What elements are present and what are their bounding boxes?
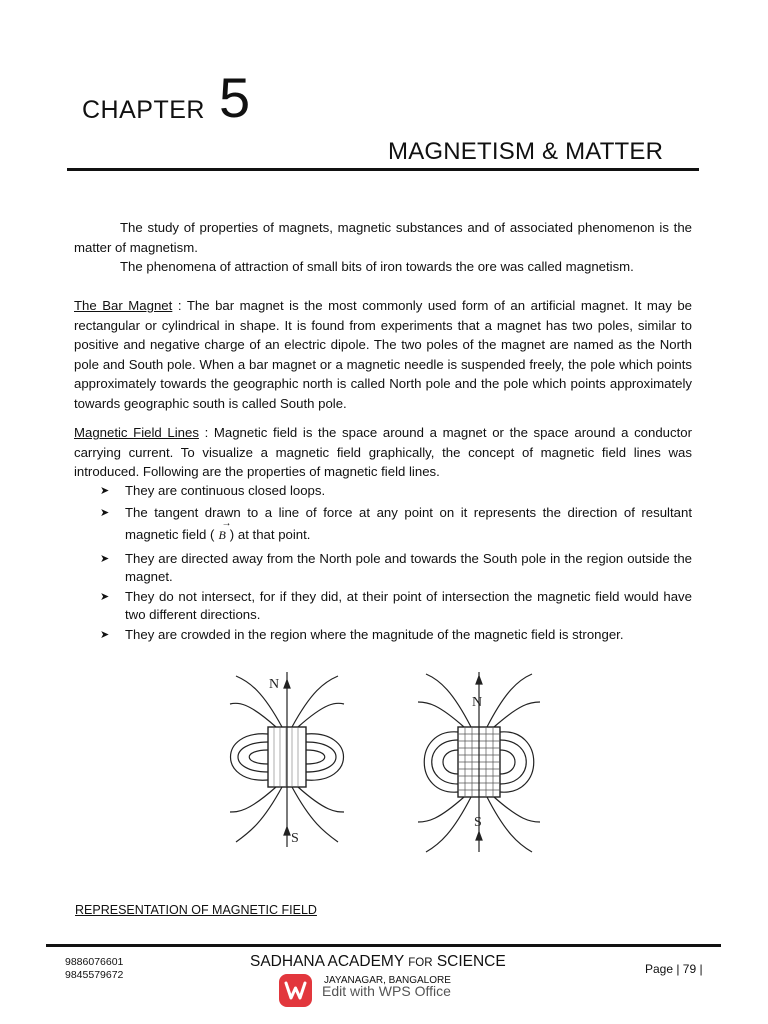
field-lines-properties-list [100, 482, 692, 645]
phone-number-2: 9845579672 [65, 969, 124, 981]
academy-science: SCIENCE [436, 953, 506, 970]
list-item-text: The tangent drawn to a line of force at any point on it represents the direction of resultant magnetic field [125, 504, 692, 542]
list-item: ➤ They are crowded in the region where the magnitude of the magnetic field is stronger. [100, 626, 692, 645]
field-lines-text: Magnetic field is the space around a magnet or the space around a conductor carrying current. To visualize a magnetic field graphically, the concept of magnetic field lines was introduced. Following are the properties of magnetic field lines. [74, 425, 692, 480]
north-label-left: N [269, 677, 280, 692]
north-label-right: N [472, 695, 483, 710]
bar-magnet-paragraph [74, 296, 692, 414]
title-divider [67, 168, 699, 171]
phone-number-1: 9886076601 [65, 956, 124, 968]
field-lines-paragraph [74, 423, 692, 482]
vector-b-symbol: ( B → ) [210, 527, 234, 542]
footer-divider [46, 944, 721, 947]
bar-magnet-sep: : [172, 298, 187, 313]
list-item [100, 502, 692, 546]
bar-magnet-figure-left [230, 672, 344, 847]
chapter-title: MAGNETISM & MATTER [388, 138, 664, 165]
south-label-right: S [474, 815, 482, 830]
list-item: ➤ They do not intersect, for if they did, at their point of intersection the magnetic field would have two different directions. [100, 588, 692, 625]
list-item-suffix: at that point. [237, 526, 311, 542]
bar-magnet-text: The bar magnet is the most commonly used form of an artificial magnet. It may be rectangular or cylindrical in shape. It is found from experiments that a magnet has two poles, similar to positive and negative charge of an electric dipole. The two poles of the magnet are named as the North pole and South pole. When a bar magnet or a magnetic needle is suspended freely, the pole which points approximately towards the geographic north is called North pole and the pole which points approximately towards geographic south is called South pole. [74, 298, 693, 411]
bar-magnet-field-figures [228, 662, 540, 858]
chapter-label: CHAPTER [82, 96, 205, 124]
chapter-number: 5 [219, 66, 251, 129]
field-lines-heading: Magnetic Field Lines [74, 425, 199, 440]
academy-location: JAYANAGAR, BANGALORE [324, 975, 451, 986]
bar-magnet-heading: The Bar Magnet [74, 298, 173, 313]
page-number: Page | 79 | [645, 962, 703, 976]
south-label-left: S [291, 831, 299, 846]
intro-paragraph-2: The phenomena of attraction of small bits of iron towards the ore was called magnetism. [120, 259, 634, 274]
list-item: ➤ They are directed away from the North pole and towards the South pole in the region outside the magnet. [100, 550, 692, 587]
representation-heading: REPRESENTATION OF MAGNETIC FIELD [75, 903, 317, 917]
academy-name [250, 953, 506, 971]
field-lines-sep: : [198, 425, 214, 440]
academy-main: SADHANA ACADEMY [250, 953, 404, 970]
intro-paragraph-1: The study of properties of magnets, magnetic substances and of associated phenomenon is the matter of magnetism. [74, 220, 692, 255]
wps-watermark-link[interactable]: Edit with WPS Office [322, 983, 451, 999]
academy-for: FOR [408, 957, 433, 969]
list-item: ➤ They are continuous closed loops. [100, 482, 692, 501]
wps-logo-icon[interactable] [279, 974, 312, 1007]
